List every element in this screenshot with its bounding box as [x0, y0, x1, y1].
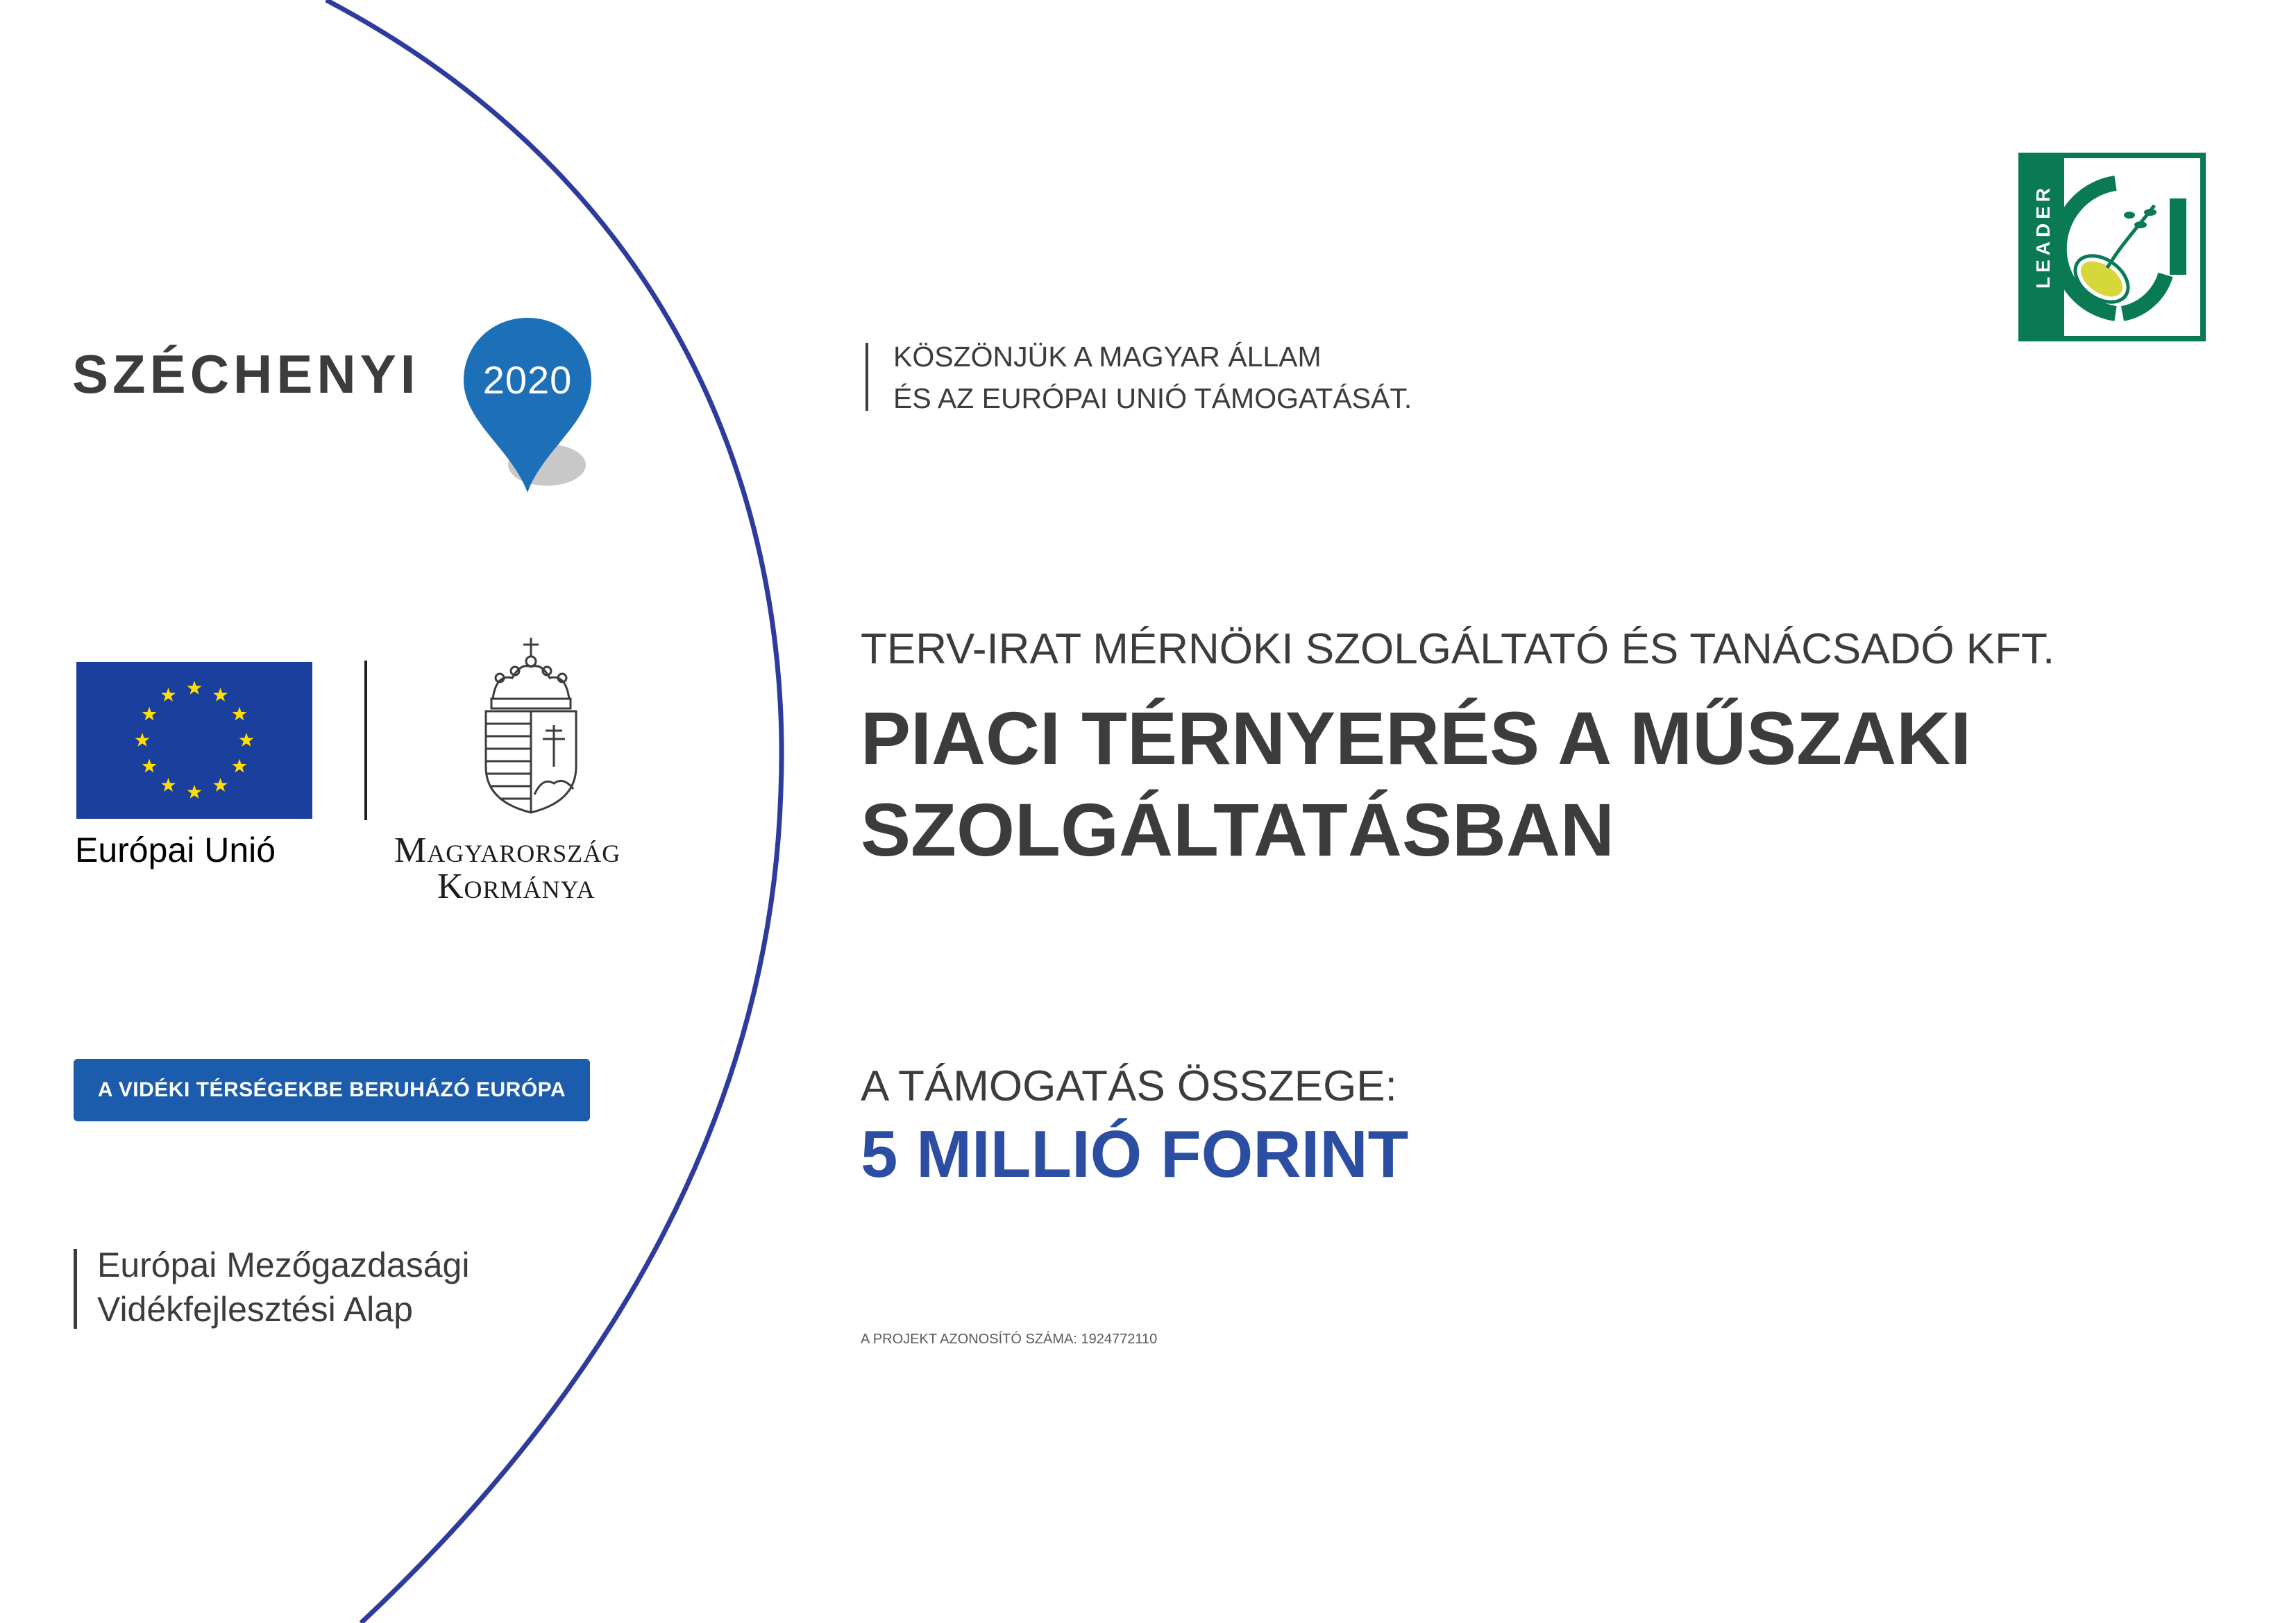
thanks-divider [866, 343, 868, 411]
hungarian-coat-of-arms-icon [479, 635, 583, 815]
rural-europe-badge [74, 1059, 590, 1121]
leader-logo-text: LEADER [2032, 183, 2054, 289]
government-label-line-1: Magyarország [394, 831, 621, 870]
thanks-line-2: ÉS AZ EURÓPAI UNIÓ TÁMOGATÁSÁT. [893, 382, 1412, 414]
fund-name-line-2: Vidékfejlesztési Alap [97, 1290, 413, 1329]
map-pin-icon [458, 311, 597, 498]
rural-europe-badge-text: A VIDÉKI TÉRSÉGEKBE BERUHÁZÓ EURÓPA [97, 1078, 566, 1101]
eu-label: Európai Unió [75, 831, 276, 869]
government-label-line-2: Kormánya [437, 867, 596, 906]
project-title-line-1: PIACI TÉRNYERÉS A MŰSZAKI [861, 696, 1972, 780]
project-id: A PROJEKT AZONOSÍTÓ SZÁMA: 1924772110 [861, 1332, 1158, 1347]
company-name: TERV-IRAT MÉRNÖKI SZOLGÁLTATÓ ÉS TANÁCSADÓ KFT. [861, 625, 2055, 673]
eu-flag-icon [76, 662, 312, 819]
logo-divider [364, 661, 367, 820]
support-amount-label: A TÁMOGATÁS ÖSSZEGE: [861, 1062, 1397, 1110]
project-title-line-2: SZOLGÁLTATÁSBAN [861, 788, 1614, 872]
fund-name-line-1: Európai Mezőgazdasági [97, 1246, 470, 1284]
fund-divider [74, 1249, 77, 1329]
szechenyi-logo-year: 2020 [482, 358, 573, 402]
leader-plant-icon [2018, 153, 2206, 341]
szechenyi-logo-word: SZÉCHENYI [72, 343, 420, 405]
thanks-line-1: KÖSZÖNJÜK A MAGYAR ÁLLAM [893, 341, 1322, 373]
support-amount-value: 5 MILLIÓ FORINT [861, 1117, 1409, 1191]
